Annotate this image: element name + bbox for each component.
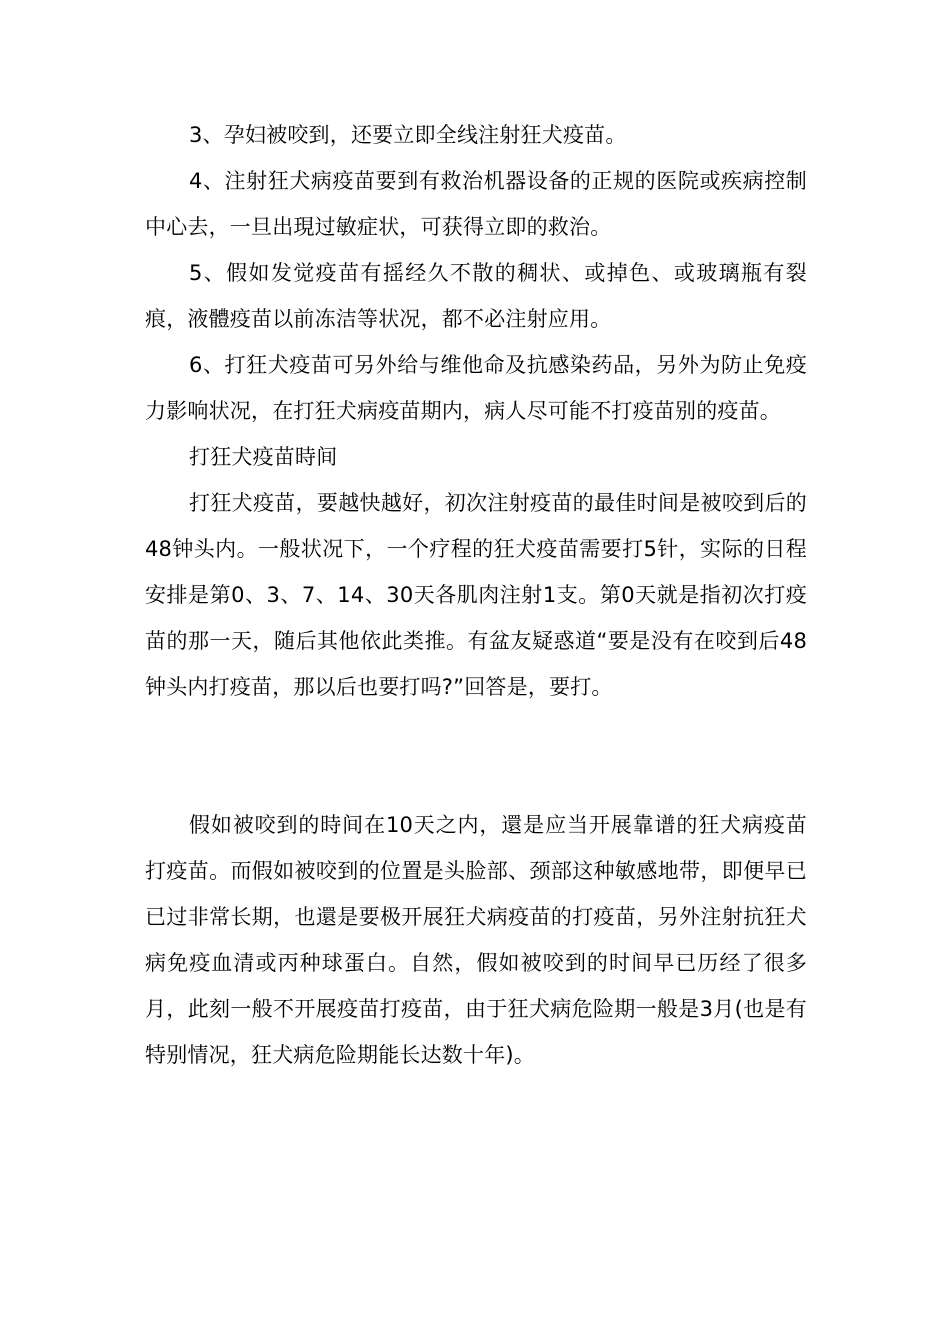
blank-space: [145, 710, 807, 802]
paragraph-item-4: 4、注射狂犬病疫苗要到有救治机器设备的正规的医院或疾病控制中心去，一旦出現过敏症状，可获得立即的救治。: [145, 169, 807, 239]
section-heading: 打狂犬疫苗時间: [189, 445, 338, 469]
paragraph-item-5: 5、假如发觉疫苗有摇经久不散的稠状、或掉色、或玻璃瓶有裂痕，液體疫苗以前冻洁等状况，都不必注射应用。: [145, 261, 807, 331]
paragraph-item-6: 6、打狂犬疫苗可另外给与维他命及抗感染药品，另外为防止免疫力影响状况，在打狂犬病疫苗期内，病人尽可能不打疫苗别的疫苗。: [145, 353, 807, 423]
section-paragraph: 打狂犬疫苗，要越快越好，初次注射疫苗的最佳时间是被咬到后的48钟头内。一般状况下，一个疗程的狂犬疫苗需要打5针，实际的日程安排是第0、3、7、14、30天各肌肉注射1支。第0天就是指初次打疫苗的那一天，随后其他依此类推。有盆友疑惑道“要是没有在咬到后48钟头内打疫苗，那以后也要打吗?”回答是，要打。: [145, 491, 807, 699]
final-paragraph: 假如被咬到的時间在10天之内，還是应当开展靠谱的狂犬病疫苗打疫苗。而假如被咬到的位置是头脸部、颈部这种敏感地带，即便早已已过非常长期，也還是要极开展狂犬病疫苗的打疫苗，另外注射抗狂犬病免疫血清或丙种球蛋白。自然，假如被咬到的时间早已历经了很多月，此刻一般不开展疫苗打疫苗，由于狂犬病危险期一般是3月(也是有特别情况，狂犬病危险期能长达数十年)。: [145, 813, 807, 1067]
paragraph-item-3: 3、孕妇被咬到，还要立即全线注射狂犬疫苗。: [189, 123, 627, 147]
document-body: [145, 112, 807, 1078]
